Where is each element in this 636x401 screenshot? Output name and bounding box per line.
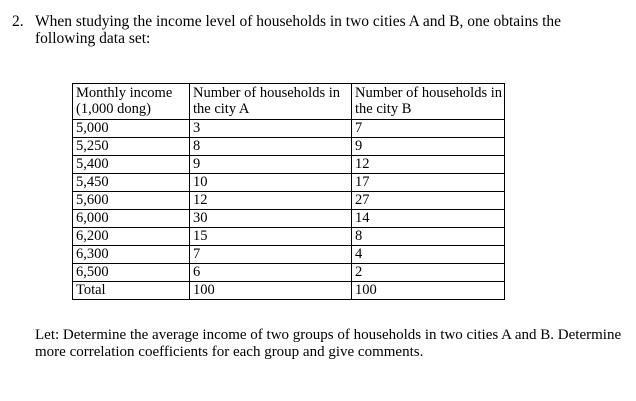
- header-households-city-b: Number of households in the city B: [352, 84, 505, 120]
- cell-city-a: 3: [190, 120, 352, 138]
- cell-income: 5,250: [73, 138, 190, 156]
- cell-income: 5,600: [73, 192, 190, 210]
- cell-income: 6,200: [73, 228, 190, 246]
- table-total-row: [73, 282, 505, 300]
- cell-city-b: 17: [352, 174, 505, 192]
- cell-income: 5,450: [73, 174, 190, 192]
- table-row: [73, 156, 505, 174]
- cell-city-a: 9: [190, 156, 352, 174]
- cell-total-city-b: 100: [352, 282, 505, 300]
- table-row: [73, 228, 505, 246]
- cell-city-a: 6: [190, 264, 352, 282]
- cell-city-b: 27: [352, 192, 505, 210]
- cell-income: 5,400: [73, 156, 190, 174]
- header-households-city-a: Number of households in the city A: [190, 84, 352, 120]
- cell-total-city-a: 100: [190, 282, 352, 300]
- table-row: [73, 246, 505, 264]
- cell-city-b: 9: [352, 138, 505, 156]
- task-instructions: Let: Determine the average income of two groups of households in two cities A and B. Determine more correlation coefficients for each group and give comments.: [35, 327, 622, 360]
- header-monthly-income: Monthly income (1,000 dong): [73, 84, 190, 120]
- cell-city-b: 2: [352, 264, 505, 282]
- cell-city-a: 12: [190, 192, 352, 210]
- cell-city-a: 8: [190, 138, 352, 156]
- table-row: [73, 264, 505, 282]
- table-row: [73, 192, 505, 210]
- cell-income: 6,500: [73, 264, 190, 282]
- cell-city-a: 10: [190, 174, 352, 192]
- question-block: [12, 13, 622, 47]
- cell-city-a: 7: [190, 246, 352, 264]
- cell-city-b: 8: [352, 228, 505, 246]
- cell-income: 5,000: [73, 120, 190, 138]
- cell-total-label: Total: [73, 282, 190, 300]
- cell-city-b: 7: [352, 120, 505, 138]
- cell-city-b: 4: [352, 246, 505, 264]
- table-header-row: [73, 84, 505, 120]
- cell-income: 6,300: [73, 246, 190, 264]
- cell-city-a: 15: [190, 228, 352, 246]
- income-data-table: [72, 83, 505, 300]
- question-number: 2.: [12, 13, 24, 30]
- table-row: [73, 138, 505, 156]
- table-row: [73, 120, 505, 138]
- table-row: [73, 174, 505, 192]
- cell-income: 6,000: [73, 210, 190, 228]
- cell-city-b: 14: [352, 210, 505, 228]
- cell-city-a: 30: [190, 210, 352, 228]
- table-row: [73, 210, 505, 228]
- cell-city-b: 12: [352, 156, 505, 174]
- question-text: When studying the income level of households in two cities A and B, one obtains the following data set:: [35, 13, 562, 47]
